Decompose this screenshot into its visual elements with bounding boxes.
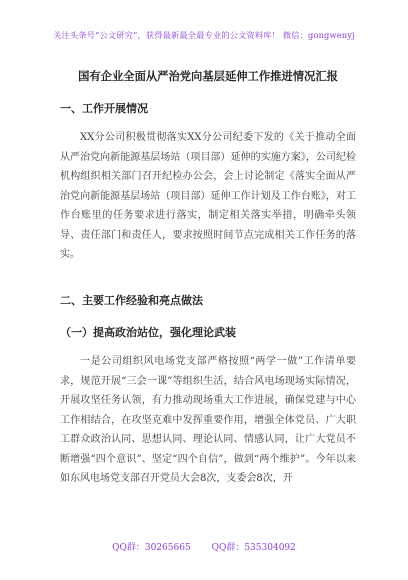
- section-1-paragraph: XX分公司积极贯彻落实XX分公司纪委下发的《关于推动全面从严治党向新能源基层场站（项目部）延伸的实施方案》，公司纪检机构组织相关部门召开纪检办公会，会上讨论制定《落实全面从严治党向新能源基层场站（项目部）延伸工作计划及工作台账》，对工作台账里的任务要求进行落实，制定相关落实举措，明确牵头领导、责任部门和责任人，要求按照时间节点完成相关工作任务的落实。: [60, 132, 356, 260]
- subsection-heading-1: （一）提高政治站位，强化理论武装: [60, 326, 236, 339]
- footer-qq-group-2: QQ群：535304092: [211, 543, 296, 553]
- footer-qq-group-1: QQ群：30265665: [112, 543, 191, 553]
- section-heading-2: 二、主要工作经验和亮点做法: [60, 294, 203, 307]
- document-title: 国有企业全面从严治党向基层延伸工作推进情况汇报: [78, 69, 338, 83]
- section-2-paragraph: 一是公司组织风电场党支部严格按照“两学一做”工作清单要求，规范开展“三会一课”等组织生活，结合风电场现场实际情况，开展攻坚任务认领，有力推动现场重大工作进展，确保党建与中心工作相结合，在攻坚克难中发挥重要作用，增强全体党员、广大职工群众政治认同、思想认同、理论认同、情感认同，让广大党员不断增强“四个意识”、坚定“四个自信”，做到“两个维护”。今年以来如东风电场党支部召开党员大会8次，支委会8次，开: [60, 356, 356, 484]
- footer: [0, 540, 408, 553]
- header-banner: 关注头条号“公文研究”，获得最新最全最专业的公文资料库！ 微信：gongwenyj: [53, 30, 355, 40]
- section-heading-1: 一、工作开展情况: [60, 102, 148, 115]
